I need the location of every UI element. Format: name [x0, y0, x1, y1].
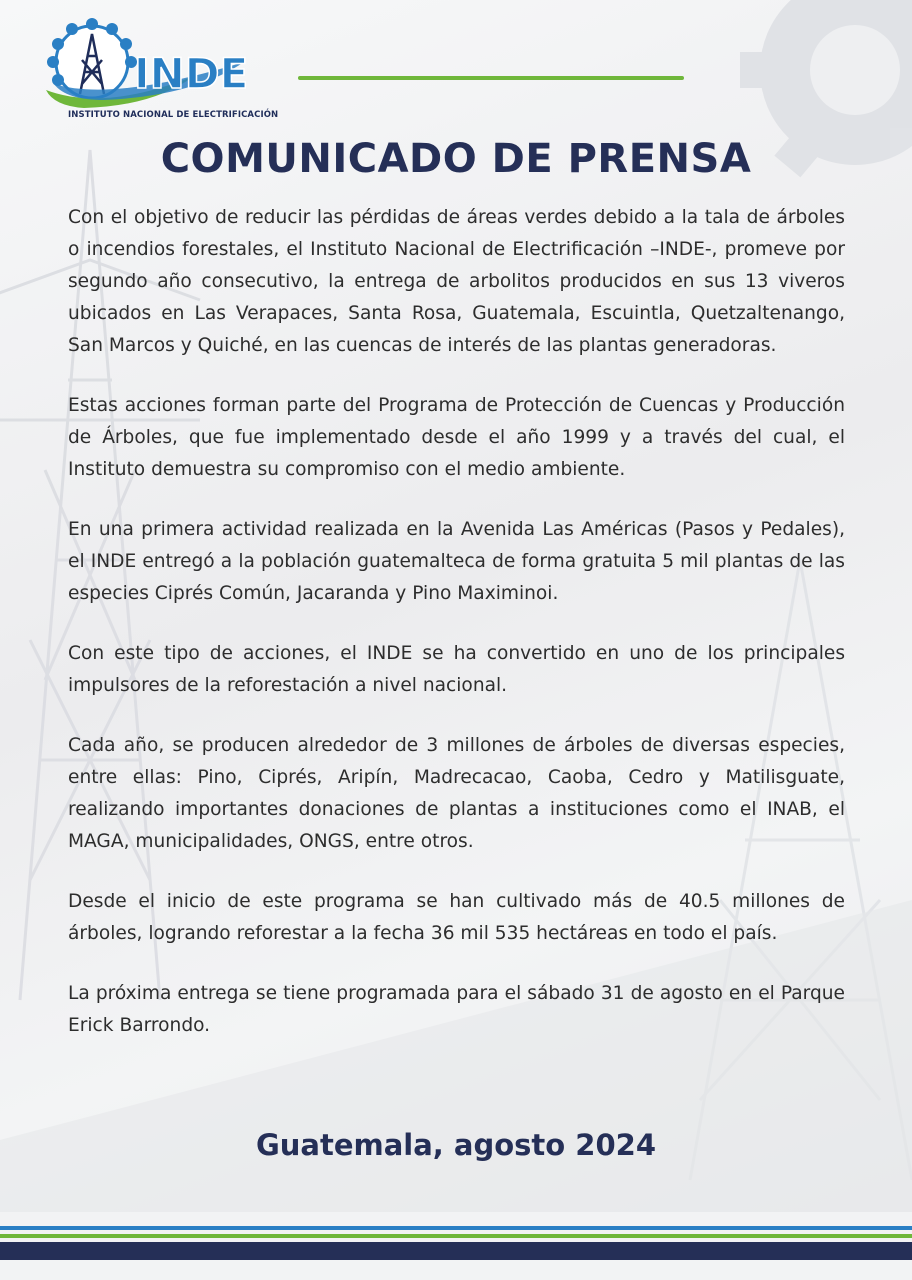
paragraph: Estas acciones forman parte del Programa de Protección de Cuencas y Producción de Árboles, que fue implementado desde el año 1999 y a través del cual, el Instituto demuestra su compromiso con el medio ambiente.: [68, 395, 845, 480]
paragraph: Con el objetivo de reducir las pérdidas de áreas verdes debido a la tala de árboles o incendios forestales, el Instituto Nacional de Electrificación –INDE-, promeve por segundo año consecutivo, la entrega de arbolitos producidos en sus 13 viveros ubicados en Las Verapaces, Santa Rosa, Guatemala, Escuintla, Quetzaltenango, San Marcos y Quiché, en las cuencas de interés de las plantas generadoras.: [68, 207, 845, 356]
footer-stripes: [0, 1212, 912, 1280]
paragraph: Con este tipo de acciones, el INDE se ha convertido en uno de los principales impulsores de la reforestación a nivel nacional.: [68, 643, 845, 696]
page-title: COMUNICADO DE PRENSA: [160, 136, 752, 182]
press-release-body: [68, 202, 845, 1070]
paragraph: La próxima entrega se tiene programada para el sábado 31 de agosto en el Parque Erick Barrondo.: [68, 983, 845, 1036]
paragraph: En una primera actividad realizada en la Avenida Las Américas (Pasos y Pedales), el INDE entregó a la población guatemalteca de forma gratuita 5 mil plantas de las especies Ciprés Común, Jacaranda y Pino Maximinoi.: [68, 519, 845, 604]
inde-logo: [44, 14, 284, 124]
header-divider: [298, 76, 684, 80]
paragraph: Cada año, se producen alrededor de 3 millones de árboles de diversas especies, entre ellas: Pino, Ciprés, Aripín, Madrecacao, Caoba, Cedro y Matilisguate, realizando importantes donaciones de plantas a instituciones como el INAB, el MAGA, municipalidades, ONGS, entre otros.: [68, 735, 845, 852]
place-date-signoff: Guatemala, agosto 2024: [255, 1128, 657, 1162]
paragraph: Desde el inicio de este programa se han cultivado más de 40.5 millones de árboles, logrando reforestar a la fecha 36 mil 535 hectáreas en todo el país.: [68, 891, 845, 944]
logo-wordmark: INDE: [134, 49, 249, 98]
logo-subtitle: INSTITUTO NACIONAL DE ELECTRIFICACIÓN: [68, 110, 279, 120]
